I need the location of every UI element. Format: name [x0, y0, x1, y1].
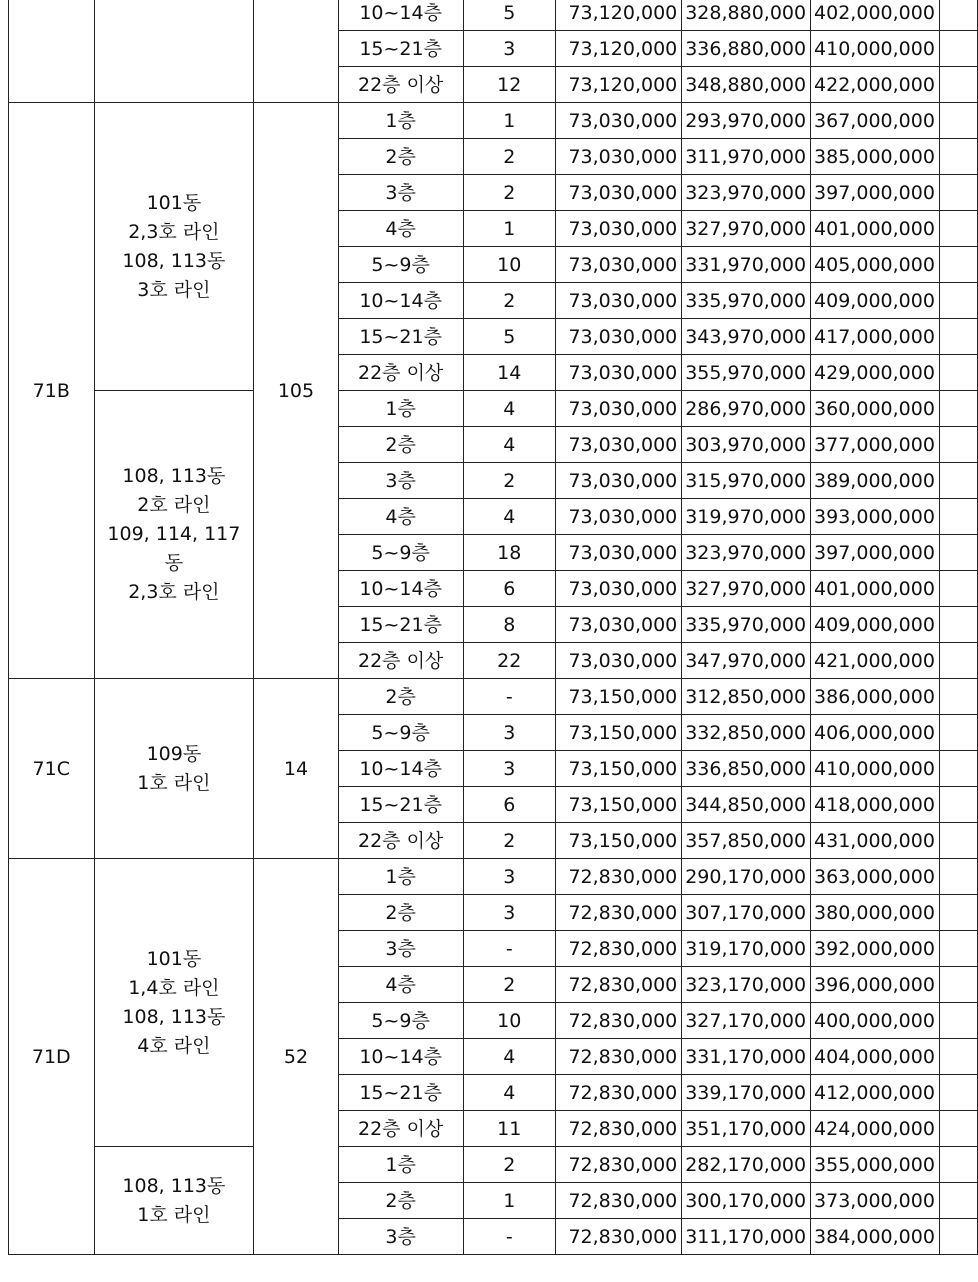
building-price-cell: 312,850,000 — [682, 679, 811, 715]
household-count-cell: 52 — [254, 859, 338, 1255]
floor-cell: 2층 — [338, 139, 463, 175]
clipped-column-cell — [939, 355, 977, 391]
land-price-cell: 72,830,000 — [555, 1039, 681, 1075]
land-price-cell: 73,030,000 — [555, 499, 681, 535]
floor-cell: 1층 — [338, 859, 463, 895]
unit-type-cell: 71D — [9, 859, 95, 1255]
land-price-cell: 73,030,000 — [555, 139, 681, 175]
total-price-cell: 410,000,000 — [811, 751, 940, 787]
building-price-cell: 331,970,000 — [682, 247, 811, 283]
clipped-column-cell — [939, 859, 977, 895]
units-cell: 2 — [463, 463, 555, 499]
clipped-column-cell — [939, 1183, 977, 1219]
total-price-cell: 405,000,000 — [811, 247, 940, 283]
price-table — [8, 0, 978, 1255]
total-price-cell: 360,000,000 — [811, 391, 940, 427]
floor-cell: 10~14층 — [338, 571, 463, 607]
land-price-cell: 73,150,000 — [555, 679, 681, 715]
floor-cell: 4층 — [338, 211, 463, 247]
units-cell: 4 — [463, 1075, 555, 1111]
units-cell: 12 — [463, 67, 555, 103]
household-count-cell — [254, 0, 338, 103]
units-cell: 2 — [463, 139, 555, 175]
floor-cell: 22층 이상 — [338, 355, 463, 391]
land-price-cell: 72,830,000 — [555, 967, 681, 1003]
land-price-cell: 73,030,000 — [555, 643, 681, 679]
building-line-text: 1호 라인 — [137, 771, 211, 794]
building-price-cell: 290,170,000 — [682, 859, 811, 895]
floor-cell: 10~14층 — [338, 751, 463, 787]
total-price-cell: 429,000,000 — [811, 355, 940, 391]
units-cell: 3 — [463, 859, 555, 895]
building-price-cell: 331,170,000 — [682, 1039, 811, 1075]
floor-cell: 10~14층 — [338, 0, 463, 31]
units-cell: 5 — [463, 0, 555, 31]
total-price-cell: 406,000,000 — [811, 715, 940, 751]
units-cell: 1 — [463, 211, 555, 247]
floor-cell: 3층 — [338, 463, 463, 499]
total-price-cell: 363,000,000 — [811, 859, 940, 895]
building-price-cell: 315,970,000 — [682, 463, 811, 499]
building-lines-cell — [94, 103, 254, 391]
land-price-cell: 73,030,000 — [555, 355, 681, 391]
total-price-cell: 404,000,000 — [811, 1039, 940, 1075]
land-price-cell: 73,030,000 — [555, 103, 681, 139]
clipped-column-cell — [939, 211, 977, 247]
total-price-cell: 400,000,000 — [811, 1003, 940, 1039]
units-cell: 11 — [463, 1111, 555, 1147]
floor-cell: 5~9층 — [338, 247, 463, 283]
clipped-column-cell — [939, 175, 977, 211]
building-price-cell: 327,170,000 — [682, 1003, 811, 1039]
floor-cell: 2층 — [338, 679, 463, 715]
building-lines-cell — [94, 859, 254, 1147]
floor-cell: 22층 이상 — [338, 67, 463, 103]
land-price-cell: 73,030,000 — [555, 175, 681, 211]
building-line-text: 2,3호 라인 — [128, 220, 220, 243]
building-line-text: 3호 라인 — [137, 278, 211, 301]
land-price-cell: 73,120,000 — [555, 67, 681, 103]
building-line-text: 1호 라인 — [137, 1203, 211, 1226]
building-price-cell: 323,970,000 — [682, 535, 811, 571]
building-price-cell: 311,170,000 — [682, 1219, 811, 1255]
land-price-cell: 73,030,000 — [555, 427, 681, 463]
building-price-cell: 339,170,000 — [682, 1075, 811, 1111]
land-price-cell: 72,830,000 — [555, 1111, 681, 1147]
land-price-cell: 73,030,000 — [555, 247, 681, 283]
total-price-cell: 410,000,000 — [811, 31, 940, 67]
clipped-column-cell — [939, 247, 977, 283]
building-lines-cell — [94, 1147, 254, 1255]
building-lines-cell — [94, 679, 254, 859]
total-price-cell: 377,000,000 — [811, 427, 940, 463]
clipped-column-cell — [939, 391, 977, 427]
building-price-cell: 332,850,000 — [682, 715, 811, 751]
total-price-cell: 385,000,000 — [811, 139, 940, 175]
building-price-cell: 307,170,000 — [682, 895, 811, 931]
building-price-cell: 327,970,000 — [682, 211, 811, 247]
floor-cell: 5~9층 — [338, 1003, 463, 1039]
units-cell: 2 — [463, 175, 555, 211]
building-price-cell: 311,970,000 — [682, 139, 811, 175]
clipped-column-cell — [939, 967, 977, 1003]
total-price-cell: 412,000,000 — [811, 1075, 940, 1111]
building-line-text: 2,3호 라인 — [128, 581, 220, 603]
floor-cell: 5~9층 — [338, 535, 463, 571]
clipped-column-cell — [939, 0, 977, 31]
land-price-cell: 72,830,000 — [555, 859, 681, 895]
building-line-text: 101동 — [146, 947, 202, 970]
building-price-cell: 328,880,000 — [682, 0, 811, 31]
building-line-text: 109, 114, 117 — [107, 523, 241, 545]
units-cell: 2 — [463, 1147, 555, 1183]
units-cell: 1 — [463, 103, 555, 139]
clipped-column-cell — [939, 823, 977, 859]
units-cell: - — [463, 931, 555, 967]
total-price-cell: 409,000,000 — [811, 607, 940, 643]
clipped-column-cell — [939, 931, 977, 967]
building-price-cell: 327,970,000 — [682, 571, 811, 607]
clipped-column-cell — [939, 1075, 977, 1111]
total-price-cell: 417,000,000 — [811, 319, 940, 355]
clipped-column-cell — [939, 499, 977, 535]
floor-cell: 22층 이상 — [338, 1111, 463, 1147]
building-price-cell: 344,850,000 — [682, 787, 811, 823]
clipped-column-cell — [939, 1039, 977, 1075]
units-cell: 4 — [463, 427, 555, 463]
building-price-cell: 336,880,000 — [682, 31, 811, 67]
clipped-column-cell — [939, 283, 977, 319]
building-price-cell: 293,970,000 — [682, 103, 811, 139]
clipped-column-cell — [939, 895, 977, 931]
total-price-cell: 386,000,000 — [811, 679, 940, 715]
land-price-cell: 73,120,000 — [555, 0, 681, 31]
building-price-cell: 357,850,000 — [682, 823, 811, 859]
units-cell: 2 — [463, 283, 555, 319]
land-price-cell: 73,030,000 — [555, 571, 681, 607]
total-price-cell: 397,000,000 — [811, 535, 940, 571]
clipped-column-cell — [939, 31, 977, 67]
clipped-column-cell — [939, 751, 977, 787]
total-price-cell: 397,000,000 — [811, 175, 940, 211]
floor-cell: 15~21층 — [338, 31, 463, 67]
clipped-column-cell — [939, 139, 977, 175]
total-price-cell: 393,000,000 — [811, 499, 940, 535]
floor-cell: 1층 — [338, 103, 463, 139]
units-cell: 8 — [463, 607, 555, 643]
building-price-cell: 300,170,000 — [682, 1183, 811, 1219]
unit-type-cell: 71B — [9, 103, 95, 679]
land-price-cell: 73,030,000 — [555, 535, 681, 571]
land-price-cell: 72,830,000 — [555, 895, 681, 931]
floor-cell: 1층 — [338, 1147, 463, 1183]
units-cell: 4 — [463, 391, 555, 427]
building-line-text: 109동 — [146, 742, 202, 765]
building-price-cell: 323,170,000 — [682, 967, 811, 1003]
building-line-text: 동 — [164, 552, 184, 574]
total-price-cell: 373,000,000 — [811, 1183, 940, 1219]
land-price-cell: 73,030,000 — [555, 283, 681, 319]
building-line-text: 108, 113동 — [122, 1005, 226, 1028]
building-price-cell: 319,170,000 — [682, 931, 811, 967]
units-cell: 4 — [463, 1039, 555, 1075]
units-cell: 3 — [463, 895, 555, 931]
floor-cell: 10~14층 — [338, 1039, 463, 1075]
table-row — [9, 103, 978, 139]
building-lines-cell — [94, 0, 254, 103]
total-price-cell: 421,000,000 — [811, 643, 940, 679]
floor-cell: 15~21층 — [338, 319, 463, 355]
total-price-cell: 392,000,000 — [811, 931, 940, 967]
total-price-cell: 418,000,000 — [811, 787, 940, 823]
building-line-text: 108, 113동 — [122, 249, 226, 272]
land-price-cell: 73,030,000 — [555, 463, 681, 499]
building-price-cell: 303,970,000 — [682, 427, 811, 463]
total-price-cell: 422,000,000 — [811, 67, 940, 103]
unit-type-cell — [9, 0, 95, 103]
clipped-column-cell — [939, 535, 977, 571]
total-price-cell: 380,000,000 — [811, 895, 940, 931]
land-price-cell: 72,830,000 — [555, 1147, 681, 1183]
land-price-cell: 72,830,000 — [555, 1183, 681, 1219]
building-price-cell: 335,970,000 — [682, 607, 811, 643]
building-line-text: 4호 라인 — [137, 1034, 211, 1057]
land-price-cell: 72,830,000 — [555, 1075, 681, 1111]
clipped-column-cell — [939, 715, 977, 751]
floor-cell: 2층 — [338, 895, 463, 931]
land-price-cell: 73,150,000 — [555, 823, 681, 859]
units-cell: 1 — [463, 1183, 555, 1219]
clipped-column-cell — [939, 1111, 977, 1147]
building-line-text: 108, 113동 — [122, 465, 226, 487]
land-price-cell: 73,150,000 — [555, 787, 681, 823]
floor-cell: 3층 — [338, 1219, 463, 1255]
land-price-cell: 73,030,000 — [555, 319, 681, 355]
units-cell: 6 — [463, 571, 555, 607]
total-price-cell: 384,000,000 — [811, 1219, 940, 1255]
units-cell: - — [463, 1219, 555, 1255]
land-price-cell: 73,030,000 — [555, 391, 681, 427]
total-price-cell: 367,000,000 — [811, 103, 940, 139]
land-price-cell: 73,030,000 — [555, 607, 681, 643]
clipped-column-cell — [939, 643, 977, 679]
total-price-cell: 355,000,000 — [811, 1147, 940, 1183]
floor-cell: 1층 — [338, 391, 463, 427]
units-cell: 3 — [463, 751, 555, 787]
total-price-cell: 401,000,000 — [811, 571, 940, 607]
clipped-column-cell — [939, 679, 977, 715]
total-price-cell: 431,000,000 — [811, 823, 940, 859]
building-line-text: 1,4호 라인 — [128, 976, 220, 999]
clipped-column-cell — [939, 67, 977, 103]
table-row — [9, 0, 978, 31]
floor-cell: 3층 — [338, 175, 463, 211]
table-row — [9, 1147, 978, 1183]
units-cell: 22 — [463, 643, 555, 679]
land-price-cell: 73,150,000 — [555, 715, 681, 751]
units-cell: 4 — [463, 499, 555, 535]
floor-cell: 15~21층 — [338, 1075, 463, 1111]
total-price-cell: 401,000,000 — [811, 211, 940, 247]
table-row — [9, 679, 978, 715]
units-cell: 14 — [463, 355, 555, 391]
building-line-text: 101동 — [146, 191, 202, 214]
clipped-column-cell — [939, 1147, 977, 1183]
clipped-column-cell — [939, 319, 977, 355]
clipped-column-cell — [939, 571, 977, 607]
total-price-cell: 424,000,000 — [811, 1111, 940, 1147]
building-price-cell: 351,170,000 — [682, 1111, 811, 1147]
units-cell: - — [463, 679, 555, 715]
clipped-column-cell — [939, 607, 977, 643]
land-price-cell: 73,150,000 — [555, 751, 681, 787]
total-price-cell: 402,000,000 — [811, 0, 940, 31]
units-cell: 10 — [463, 1003, 555, 1039]
building-price-cell: 286,970,000 — [682, 391, 811, 427]
clipped-column-cell — [939, 787, 977, 823]
floor-cell: 22층 이상 — [338, 643, 463, 679]
units-cell: 10 — [463, 247, 555, 283]
table-row — [9, 859, 978, 895]
units-cell: 18 — [463, 535, 555, 571]
building-price-cell: 355,970,000 — [682, 355, 811, 391]
building-price-cell: 323,970,000 — [682, 175, 811, 211]
floor-cell: 4층 — [338, 499, 463, 535]
building-lines-cell — [94, 391, 254, 679]
units-cell: 6 — [463, 787, 555, 823]
building-price-cell: 282,170,000 — [682, 1147, 811, 1183]
building-price-cell: 335,970,000 — [682, 283, 811, 319]
clipped-column-cell — [939, 427, 977, 463]
units-cell: 2 — [463, 823, 555, 859]
total-price-cell: 389,000,000 — [811, 463, 940, 499]
table-row — [9, 391, 978, 427]
price-table-body — [9, 0, 978, 1255]
floor-cell: 2층 — [338, 427, 463, 463]
units-cell: 5 — [463, 319, 555, 355]
building-line-text: 108, 113동 — [122, 1174, 226, 1197]
land-price-cell: 73,030,000 — [555, 211, 681, 247]
land-price-cell: 72,830,000 — [555, 931, 681, 967]
building-price-cell: 348,880,000 — [682, 67, 811, 103]
clipped-column-cell — [939, 1003, 977, 1039]
floor-cell: 2층 — [338, 1183, 463, 1219]
building-price-cell: 336,850,000 — [682, 751, 811, 787]
floor-cell: 10~14층 — [338, 283, 463, 319]
floor-cell: 15~21층 — [338, 787, 463, 823]
building-price-cell: 343,970,000 — [682, 319, 811, 355]
household-count-cell: 105 — [254, 103, 338, 679]
total-price-cell: 409,000,000 — [811, 283, 940, 319]
units-cell: 2 — [463, 967, 555, 1003]
floor-cell: 3층 — [338, 931, 463, 967]
units-cell: 3 — [463, 31, 555, 67]
household-count-cell: 14 — [254, 679, 338, 859]
floor-cell: 4층 — [338, 967, 463, 1003]
floor-cell: 22층 이상 — [338, 823, 463, 859]
clipped-column-cell — [939, 463, 977, 499]
land-price-cell: 73,120,000 — [555, 31, 681, 67]
total-price-cell: 396,000,000 — [811, 967, 940, 1003]
floor-cell: 15~21층 — [338, 607, 463, 643]
unit-type-cell: 71C — [9, 679, 95, 859]
clipped-column-cell — [939, 1219, 977, 1255]
units-cell: 3 — [463, 715, 555, 751]
floor-cell: 5~9층 — [338, 715, 463, 751]
building-price-cell: 319,970,000 — [682, 499, 811, 535]
building-price-cell: 347,970,000 — [682, 643, 811, 679]
clipped-column-cell — [939, 103, 977, 139]
building-line-text: 2호 라인 — [137, 494, 211, 516]
land-price-cell: 72,830,000 — [555, 1219, 681, 1255]
land-price-cell: 72,830,000 — [555, 1003, 681, 1039]
